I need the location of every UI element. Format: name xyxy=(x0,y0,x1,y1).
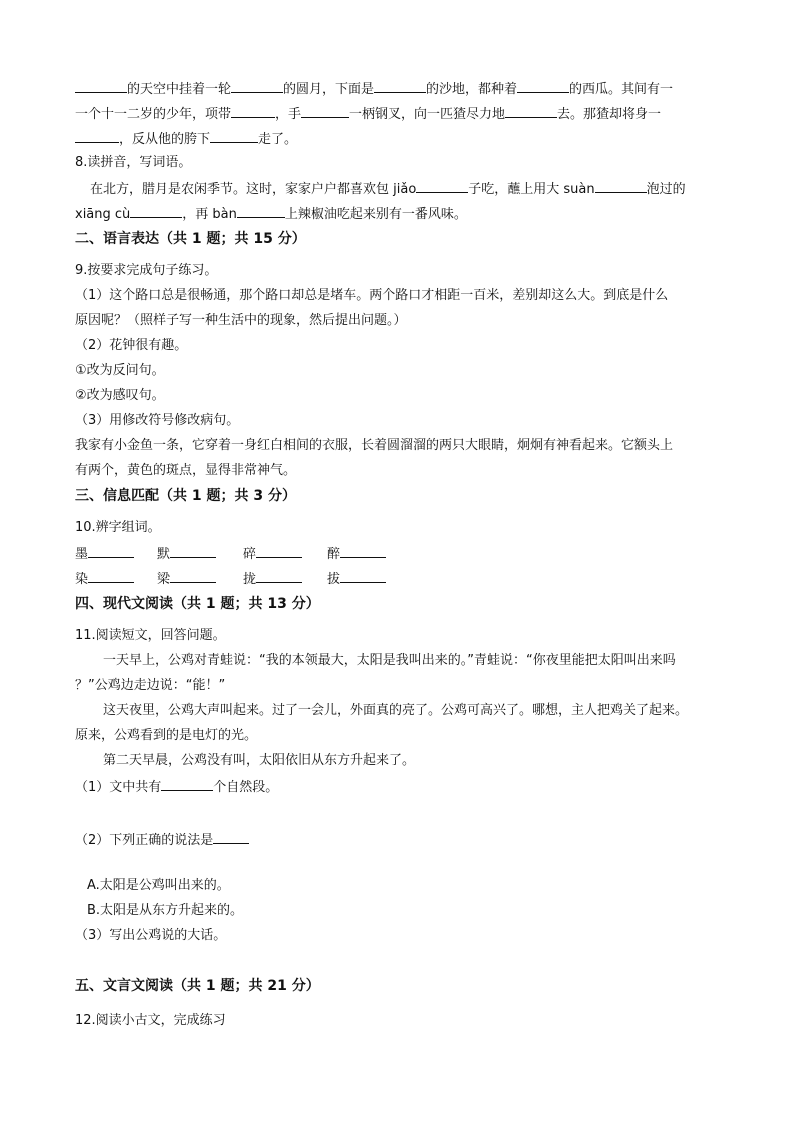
word-group-item: 醉 xyxy=(327,543,386,565)
answer-blank[interactable] xyxy=(210,128,258,143)
answer-blank[interactable] xyxy=(88,543,134,558)
section-heading-2: 二、语言表达（共 1 题；共 15 分） xyxy=(75,231,306,247)
answer-blank[interactable] xyxy=(595,178,647,193)
answer-blank[interactable] xyxy=(374,78,426,93)
q9-part2-b: ②改为感叹句。 xyxy=(75,388,165,403)
q9-part2-a: ①改为反问句。 xyxy=(75,363,165,378)
section-heading-3: 三、信息匹配（共 1 题；共 3 分） xyxy=(75,488,296,504)
q9-part1-line1: （1）这个路口总是很畅通，那个路口却总是堵车。两个路口才相距一百米，差别却这么大。到底是什么 xyxy=(75,288,669,303)
word-group-item: 碎 xyxy=(243,543,302,565)
q11-sub3: （3）写出公鸡说的大话。 xyxy=(75,928,227,943)
q8-line-1: 在北方，腊月是农闲季节。这时，家家户户都喜欢包 jiǎo 子吃，蘸上用大 suàn 泡过的 xyxy=(90,178,686,200)
q9-part2: （2）花钟很有趣。 xyxy=(75,338,188,353)
q8-line-2: xiāng cù ，再 bàn 上辣椒油吃起来别有一番风味。 xyxy=(75,203,467,225)
answer-blank[interactable] xyxy=(170,568,216,583)
q11-sub1: （1）文中共有 个自然段。 xyxy=(75,776,278,798)
answer-blank[interactable] xyxy=(130,203,182,218)
word-group-item: 染 xyxy=(75,568,134,590)
q9-part3-line1: 我家有小金鱼一条，它穿着一身红白相间的衣服，长着圆溜溜的两只大眼睛，炯炯有神看起来。它额头上 xyxy=(75,438,674,453)
q11-title: 11.阅读短文，回答问题。 xyxy=(75,628,226,643)
answer-blank[interactable] xyxy=(340,568,386,583)
word-group-item: 拔 xyxy=(327,568,386,590)
section-heading-4: 四、现代文阅读（共 1 题；共 13 分） xyxy=(75,596,320,612)
answer-blank[interactable] xyxy=(231,78,283,93)
answer-blank[interactable] xyxy=(256,568,302,583)
q11-option-a[interactable]: A.太阳是公鸡叫出来的。 xyxy=(87,878,230,893)
q8-title: 8.读拼音，写词语。 xyxy=(75,155,192,170)
word-group-item: 拢 xyxy=(243,568,302,590)
answer-blank[interactable] xyxy=(75,128,119,143)
q11-passage-p2-line1: 这天夜里，公鸡大声叫起来。过了一会儿，外面真的亮了。公鸡可高兴了。哪想，主人把鸡关了起来。 xyxy=(103,703,689,718)
q11-passage-p3: 第二天早晨，公鸡没有叫，太阳依旧从东方升起来了。 xyxy=(103,753,416,768)
q9-part1-line2: 原因呢？（照样子写一种生活中的现象，然后提出问题。） xyxy=(75,313,407,328)
answer-blank[interactable] xyxy=(340,543,386,558)
answer-blank[interactable] xyxy=(301,103,349,118)
q7-line-1: 的天空中挂着一轮 的圆月，下面是 的沙地，都种着 的西瓜。其间有一 xyxy=(75,78,673,100)
answer-blank[interactable] xyxy=(161,776,213,791)
answer-blank[interactable] xyxy=(416,178,468,193)
q11-sub2: （2）下列正确的说法是 xyxy=(75,829,249,851)
answer-blank[interactable] xyxy=(505,103,557,118)
answer-blank[interactable] xyxy=(256,543,302,558)
answer-blank[interactable] xyxy=(170,543,216,558)
q7-line-3: ，反从他的胯下 走了。 xyxy=(75,128,297,150)
answer-blank[interactable] xyxy=(237,203,285,218)
answer-blank[interactable] xyxy=(517,78,569,93)
section-heading-5: 五、文言文阅读（共 1 题；共 21 分） xyxy=(75,978,320,994)
q12-title: 12.阅读小古文，完成练习 xyxy=(75,1013,226,1028)
q11-passage-p1-line2: ？”公鸡边走边说：“能！” xyxy=(75,678,226,693)
q9-title: 9.按要求完成句子练习。 xyxy=(75,263,218,278)
q11-passage-p1-line1: 一天早上，公鸡对青蛙说：“我的本领最大，太阳是我叫出来的。”青蛙说：“你夜里能把太阳叫出来吗 xyxy=(103,653,676,668)
answer-blank[interactable] xyxy=(75,78,127,93)
q9-part3-line2: 有两个，黄色的斑点，显得非常神气。 xyxy=(75,463,297,478)
answer-blank[interactable] xyxy=(88,568,134,583)
q9-part3: （3）用修改符号修改病句。 xyxy=(75,413,240,428)
answer-blank[interactable] xyxy=(231,103,275,118)
q10-title: 10.辨字组词。 xyxy=(75,520,161,535)
word-group-item: 墨 xyxy=(75,543,134,565)
q7-line-2: 一个十一二岁的少年，项带 ，手 一柄钢叉，向一匹猹尽力地 去。那猹却将身一 xyxy=(75,103,661,125)
q11-passage-p2-line2: 原来，公鸡看到的是电灯的光。 xyxy=(75,728,258,743)
word-group-item: 默 xyxy=(157,543,216,565)
answer-blank[interactable] xyxy=(213,829,249,844)
q11-option-b[interactable]: B.太阳是从东方升起来的。 xyxy=(87,903,244,918)
word-group-item: 梁 xyxy=(157,568,216,590)
